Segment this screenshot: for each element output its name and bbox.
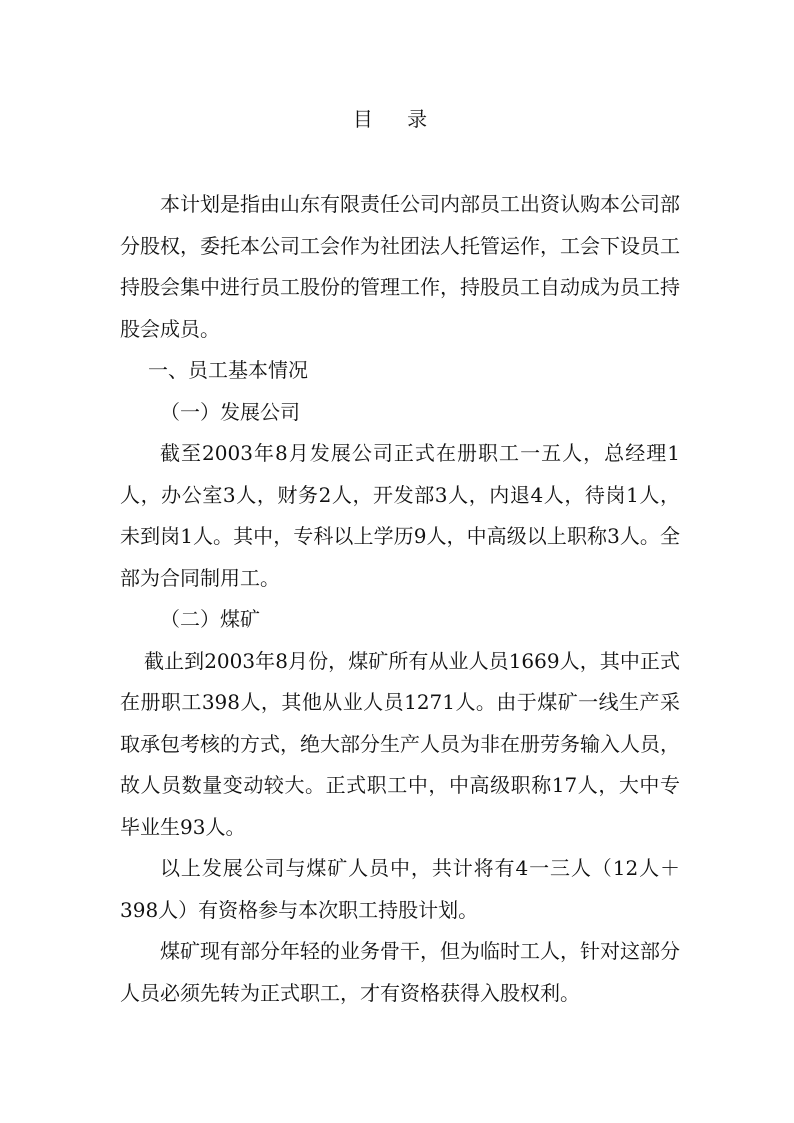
document-body xyxy=(120,184,680,1014)
page-title: 目 录 xyxy=(352,107,442,131)
summary-paragraph: 以上发展公司与煤矿人员中，共计将有4一三人（12人＋398人）有资格参与本次职工持股计划。 xyxy=(120,856,680,922)
subsection-heading-development-company: （一）发展公司 xyxy=(160,399,300,424)
development-company-paragraph: 截至2003年8月发展公司正式在册职工一五人，总经理1人，办公室3人，财务2人，开发部3人，内退4人，待岗1人，未到岗1人。其中，专科以上学历9人，中高级以上职称3人。全部为合同制用工。 xyxy=(120,441,680,590)
intro-paragraph: 本计划是指由山东有限责任公司内部员工出资认购本公司部分股权，委托本公司工会作为社团法人托管运作，工会下设员工持股会集中进行员工股份的管理工作，持股员工自动成为员工持股会成员。 xyxy=(120,192,680,341)
subsection-heading-coal-mine: （二）煤矿 xyxy=(160,607,260,631)
coal-mine-paragraph: 截止到2003年8月份，煤矿所有从业人员1669人，其中正式在册职工398人，其他从业人员1271人。由于煤矿一线生产采取承包考核的方式，绝大部分生产人员为非在册劳务输入人员，故人员数量变动较大。正式职工中，中高级职称17人，大中专毕业生93人。 xyxy=(120,648,680,839)
note-paragraph: 煤矿现有部分年轻的业务骨干，但为临时工人，针对这部分人员必须先转为正式职工，才有资格获得入股权利。 xyxy=(120,939,680,1005)
section-heading-employee-overview: 一、员工基本情况 xyxy=(148,358,308,382)
